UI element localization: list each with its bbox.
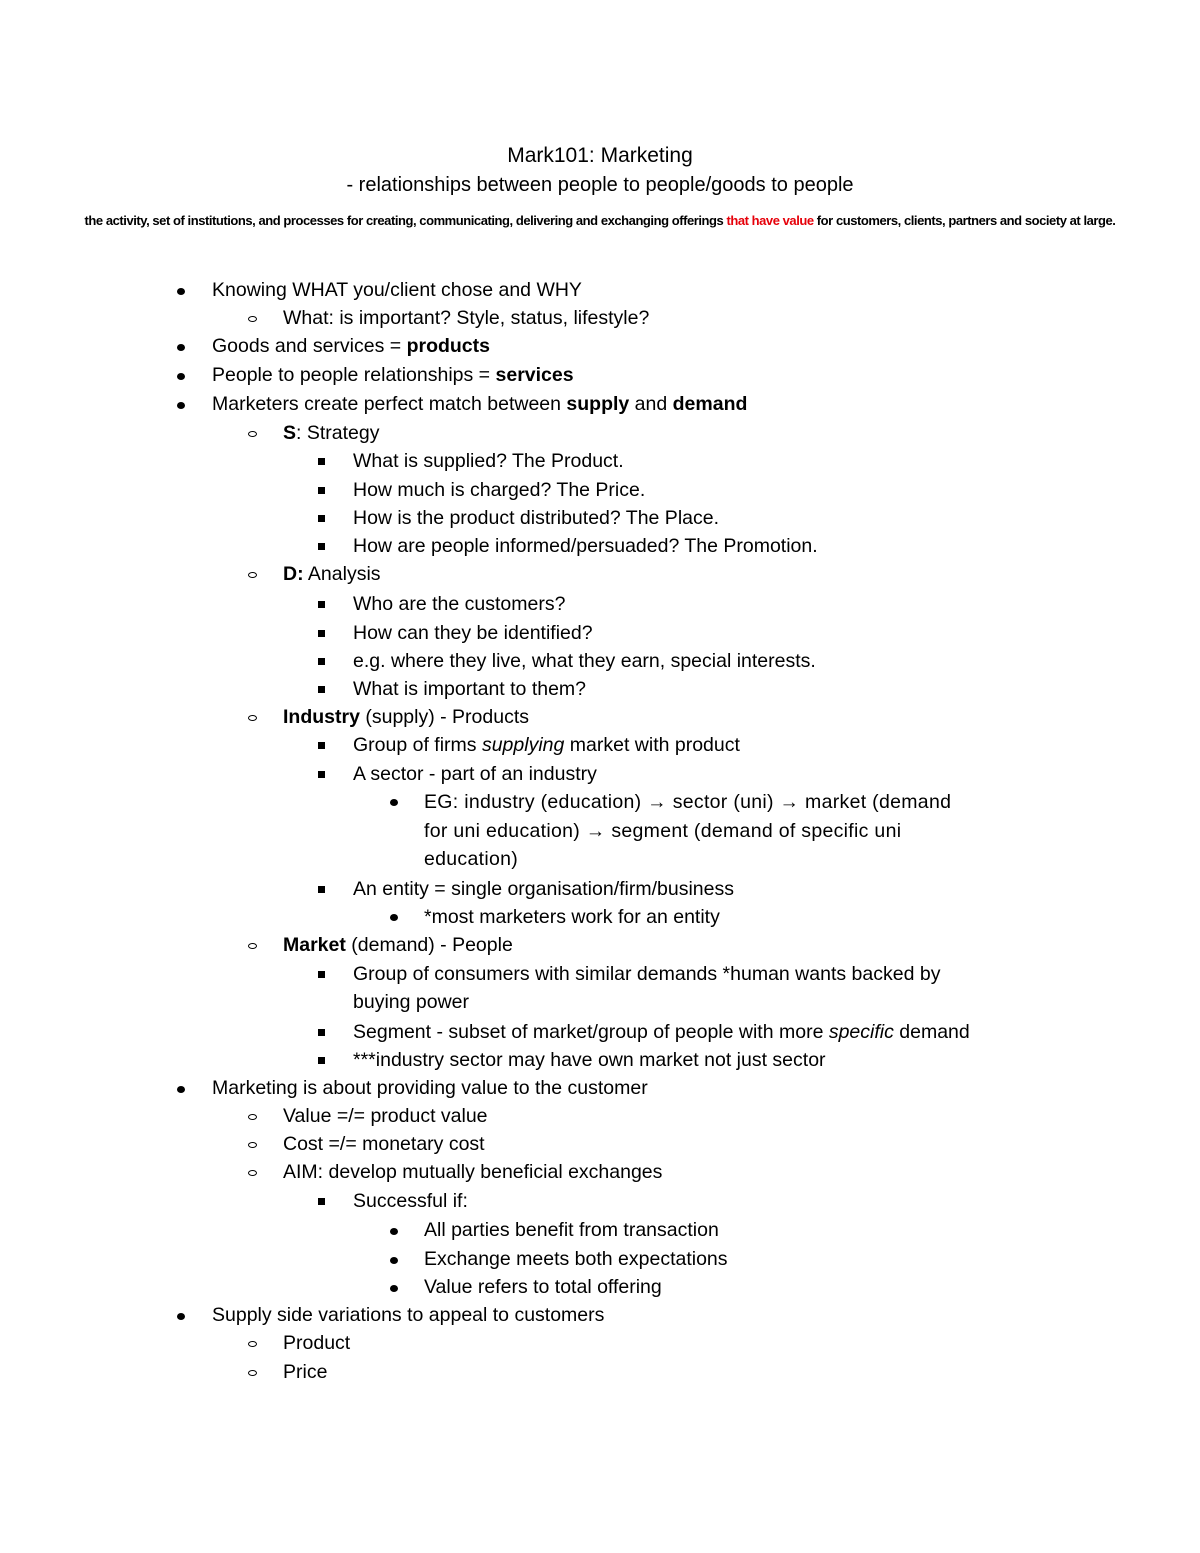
list-item: Knowing WHAT you/client chose and WHY — [212, 279, 582, 301]
bullet-square-icon — [318, 1057, 325, 1064]
list-item — [283, 419, 379, 448]
list-item: What is supplied? The Product. — [353, 450, 624, 472]
bullet-square-icon — [318, 886, 325, 893]
bullet-square-icon — [318, 487, 325, 494]
item-text: : Strategy — [296, 422, 380, 444]
list-item — [283, 703, 529, 732]
item-text: market with product — [564, 734, 740, 756]
item-text: Analysis — [303, 563, 381, 585]
item-bold: products — [406, 335, 490, 357]
list-item-continuation: for uni education) → segment (demand of specific uni — [424, 820, 902, 842]
bullet-disc-icon — [390, 799, 398, 806]
bullet-disc-icon — [177, 288, 185, 295]
list-item: Product — [283, 1332, 351, 1354]
bullet-square-icon — [318, 458, 325, 465]
bullet-square-icon — [318, 515, 325, 522]
list-item: Supply side variations to appeal to customers — [212, 1304, 605, 1326]
bullet-circle-icon — [248, 943, 257, 949]
item-bold: services — [495, 364, 574, 386]
bullet-circle-icon — [248, 316, 257, 322]
bullet-disc-icon — [390, 1257, 398, 1264]
list-item: Group of consumers with similar demands *human wants backed by — [353, 963, 941, 985]
item-text: (supply) - Products — [359, 706, 529, 728]
definition-text-end: for customers, clients, partners and society at large. — [813, 213, 1116, 228]
bullet-square-icon — [318, 1029, 325, 1036]
list-item — [283, 560, 381, 589]
item-bold: Industry — [283, 706, 360, 728]
bullet-disc-icon — [390, 914, 398, 921]
bullet-circle-icon — [248, 1170, 257, 1176]
list-item: How can they be identified? — [353, 622, 593, 644]
bullet-square-icon — [318, 601, 325, 608]
list-item: Marketing is about providing value to the customer — [212, 1077, 648, 1099]
bullet-square-icon — [318, 742, 325, 749]
item-text: and — [629, 393, 673, 415]
page-subtitle: - relationships between people to people/goods to people — [346, 174, 854, 196]
list-item: Exchange meets both expectations — [424, 1248, 728, 1270]
list-item: EG: industry (education) → sector (uni) → market (demand — [424, 791, 952, 813]
list-item: Price — [283, 1361, 328, 1383]
bullet-square-icon — [318, 771, 325, 778]
item-text: Group of firms — [353, 734, 482, 756]
list-item — [353, 731, 740, 760]
list-item — [212, 390, 747, 419]
bullet-square-icon — [318, 658, 325, 665]
bullet-square-icon — [318, 971, 325, 978]
definition-highlight: that have value — [726, 213, 814, 228]
item-bold: D: — [283, 563, 304, 585]
marketing-definition — [0, 212, 1200, 230]
bullet-circle-icon — [248, 1341, 257, 1347]
item-text: Segment - subset of market/group of people with more — [353, 1021, 829, 1043]
list-item-continuation: education) — [424, 848, 519, 870]
list-item — [212, 332, 490, 361]
bullet-disc-icon — [390, 1285, 398, 1292]
bullet-square-icon — [318, 543, 325, 550]
list-item: What is important to them? — [353, 678, 587, 700]
bullet-disc-icon — [177, 344, 185, 351]
list-item: A sector - part of an industry — [353, 763, 597, 785]
bullet-circle-icon — [248, 715, 257, 721]
item-text: Marketers create perfect match between — [212, 393, 567, 415]
list-item: Successful if: — [353, 1190, 468, 1212]
item-bold: S — [283, 422, 297, 444]
page-title: Mark101: Marketing — [507, 144, 693, 167]
definition-text: the activity, set of institutions, and processes for creating, communicating, delivering and exchanging offerings — [84, 213, 727, 228]
bullet-square-icon — [318, 686, 325, 693]
list-item: Who are the customers? — [353, 593, 566, 615]
list-item: e.g. where they live, what they earn, special interests. — [353, 650, 816, 672]
bullet-circle-icon — [248, 431, 257, 437]
item-text: demand — [893, 1021, 970, 1043]
item-italic: specific — [828, 1021, 894, 1043]
bullet-circle-icon — [248, 1370, 257, 1376]
item-italic: supplying — [481, 734, 565, 756]
list-item — [212, 361, 574, 390]
item-bold: supply — [566, 393, 630, 415]
list-item — [283, 931, 513, 960]
bullet-disc-icon — [177, 1313, 185, 1320]
item-bold: Market — [283, 934, 346, 956]
bullet-disc-icon — [390, 1228, 398, 1235]
list-item: How much is charged? The Price. — [353, 479, 646, 501]
list-item: Cost =/= monetary cost — [283, 1133, 485, 1155]
item-bold: demand — [672, 393, 748, 415]
list-item: How is the product distributed? The Place. — [353, 507, 720, 529]
item-text: People to people relationships = — [212, 364, 496, 386]
list-item: *most marketers work for an entity — [424, 906, 720, 928]
list-item: Value =/= product value — [283, 1105, 488, 1127]
bullet-circle-icon — [248, 572, 257, 578]
bullet-disc-icon — [177, 1086, 185, 1093]
bullet-square-icon — [318, 1198, 325, 1205]
bullet-disc-icon — [177, 402, 185, 409]
item-text: (demand) - People — [345, 934, 513, 956]
list-item: AIM: develop mutually beneficial exchanges — [283, 1161, 663, 1183]
item-text: Goods and services = — [212, 335, 407, 357]
list-item: All parties benefit from transaction — [424, 1219, 719, 1241]
list-item: Value refers to total offering — [424, 1276, 662, 1298]
bullet-square-icon — [318, 630, 325, 637]
list-item: An entity = single organisation/firm/business — [353, 878, 734, 900]
list-item — [353, 1018, 970, 1047]
list-item: How are people informed/persuaded? The Promotion. — [353, 535, 818, 557]
list-item: What: is important? Style, status, lifestyle? — [283, 307, 650, 329]
bullet-disc-icon — [177, 373, 185, 380]
bullet-circle-icon — [248, 1142, 257, 1148]
list-item: ***industry sector may have own market not just sector — [353, 1049, 826, 1071]
bullet-circle-icon — [248, 1114, 257, 1120]
list-item-continuation: buying power — [353, 991, 469, 1013]
